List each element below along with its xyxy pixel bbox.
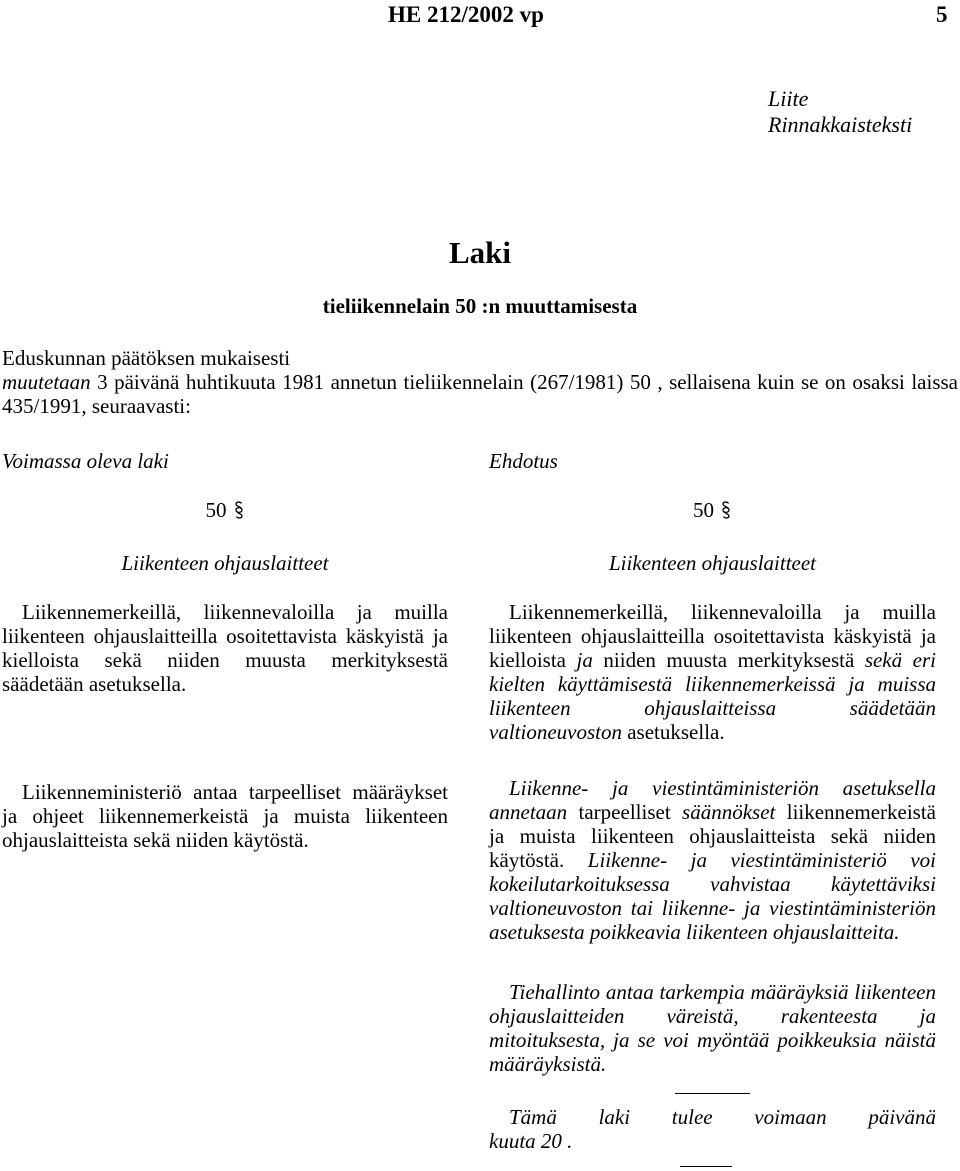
current-paragraph-1-text: Liikennemerkeillä, liikennevaloilla ja muilla liikenteen ohjauslaitteilla osoitettavista käskyistä ja kielloista sekä niiden muusta merkityksestä säädetään asetuksella. — [2, 600, 448, 696]
section-sign-icon — [720, 500, 732, 520]
proposal-p3-text: Tiehallinto antaa tarkempia määräyksiä liikenteen ohjauslaitteiden väreistä, rakenteesta ja mitoituksesta, ja se voi myöntää poikkeuksia näistä määräyksistä. — [489, 980, 936, 1076]
proposal-p2-inserted: Liikenne- ja viestintäministeriön asetuksella annetaan — [489, 776, 936, 824]
current-paragraph-2 — [2, 780, 448, 852]
amendment-verb: muutetaan — [2, 370, 91, 394]
entry-into-force-line-1 — [489, 1105, 936, 1129]
proposal-p1-text: Liikennemerkeillä, liikennevaloilla ja muilla liikenteen ohjauslaitteilla osoitettavista käskyistä ja kielloista — [489, 600, 936, 672]
appendix-heading — [768, 86, 912, 138]
proposal-p1-inserted-2: sekä eri kielten käyttämisestä liikennemerkeissä ja muissa liikenteen ohjauslaitteissa säädetään valtioneuvoston — [489, 648, 936, 744]
proposal-p2-text-2: liikennemerkeistä ja muista liikenteen ohjauslaitteista sekä niiden käytöstä. — [489, 800, 937, 872]
current-paragraph-2-text: Liikenneministeriö antaa tarpeelliset määräykset ja ohjeet liikennemerkeistä ja muista liikenteen ohjauslaitteista sekä niiden käytöstä. — [2, 780, 448, 852]
current-law-heading: Voimassa oleva laki — [2, 449, 169, 473]
amendment-text: 3 päivänä huhtikuuta 1981 annetun tieliikennelain (267/1981) 50 , sellaisena kuin se on osaksi laissa 435/1991, seuraavasti: — [2, 370, 958, 418]
current-section-number-text: 50 — [205, 498, 227, 522]
current-section-title: Liikenteen ohjauslaitteet — [121, 551, 329, 575]
enactment-line: Eduskunnan päätöksen mukaisesti — [2, 346, 291, 370]
current-section-number — [2, 498, 448, 523]
page-number: 5 — [936, 2, 948, 27]
law-title: Laki — [448, 235, 512, 270]
proposal-section-number — [489, 498, 936, 523]
appendix-label: Liite — [768, 86, 809, 111]
proposal-p2-inserted-2: säännökset — [682, 800, 776, 824]
proposal-section-number-text: 50 — [693, 498, 714, 522]
proposal-section-title: Liikenteen ohjauslaitteet — [608, 551, 817, 575]
entry-into-force-text: Tämä laki tulee voimaan päivänä — [509, 1105, 936, 1129]
proposal-p2-inserted-3: Liikenne- ja viestintäministeriö voi kokeilutarkoituksessa vahvistaa käytettäviksi valtioneuvoston tai liikenne- ja viestintäministeriön asetuksesta poikkeavia liikenteen ohjauslaitteita. — [489, 848, 937, 944]
proposal-p2-text: tarpeelliset — [567, 800, 683, 824]
proposal-paragraph-2 — [489, 776, 936, 944]
proposal-p1-text-2: niiden muusta merkityksestä — [592, 648, 865, 672]
entry-into-force — [489, 1105, 936, 1153]
current-paragraph-1 — [2, 600, 448, 696]
section-sign-icon — [233, 500, 245, 520]
appendix-title: Rinnakkaisteksti — [768, 112, 913, 137]
entry-into-force-line-2: kuuta 20 . — [489, 1129, 573, 1153]
law-subtitle: tieliikennelain 50 :n muuttamisesta — [322, 294, 638, 318]
proposal-paragraph-1 — [489, 600, 936, 744]
separator-rule-end — [680, 1166, 732, 1167]
separator-rule — [675, 1093, 750, 1094]
enactment-clause — [2, 346, 958, 418]
proposal-heading: Ehdotus — [489, 449, 558, 473]
amendment-statement — [2, 370, 958, 418]
proposal-paragraph-3 — [489, 980, 936, 1076]
proposal-p1-inserted: ja — [576, 648, 593, 672]
proposal-p1-text-3: asetuksella. — [621, 720, 725, 744]
document-id: HE 212/2002 vp — [388, 2, 544, 27]
